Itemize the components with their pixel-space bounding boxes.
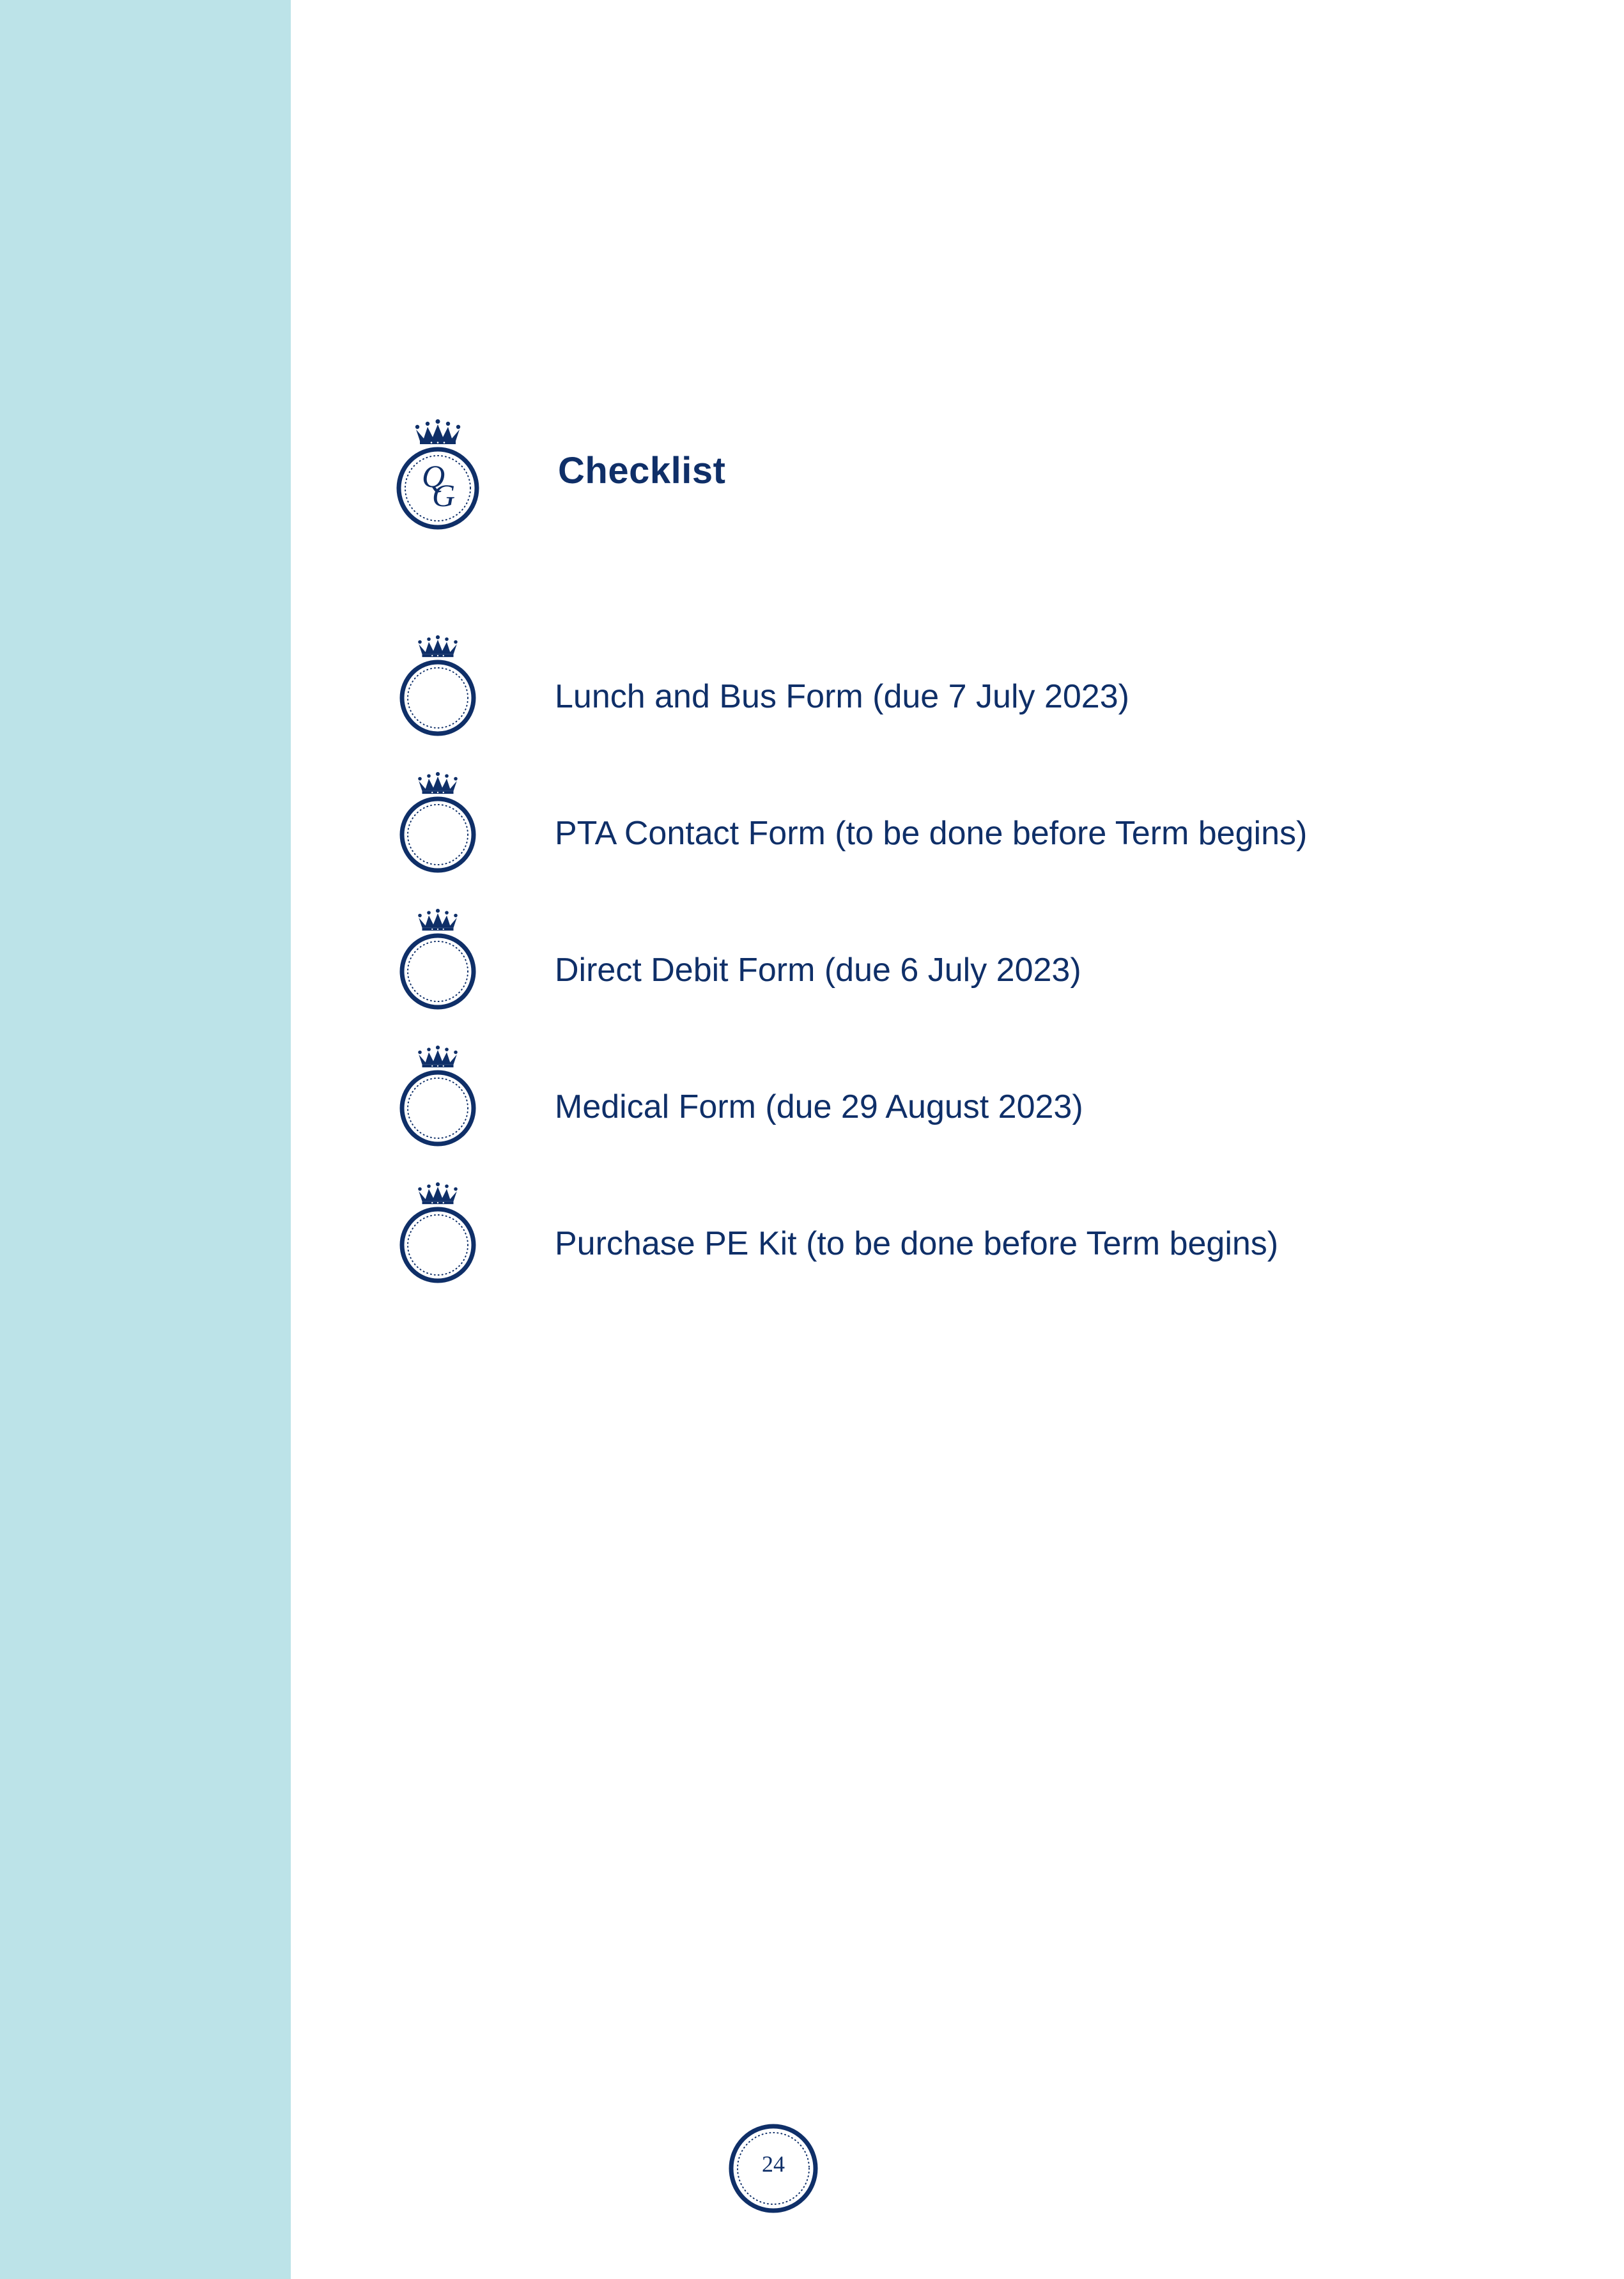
crown-ring-checkbox-icon[interactable] [390, 906, 486, 1012]
page-number: 24 [762, 2151, 785, 2177]
crown-ring-checkbox-icon[interactable] [390, 1180, 486, 1285]
page-title: Checklist [558, 450, 726, 491]
checklist [390, 633, 1572, 1317]
page-number-badge [725, 2121, 821, 2216]
checklist-item-label: Purchase PE Kit (to be done before Term begins) [555, 1225, 1279, 1262]
svg-text:Q: Q [421, 458, 445, 494]
checklist-item [390, 1043, 1572, 1180]
checklist-item [390, 633, 1572, 769]
side-band [0, 0, 291, 2279]
crown-monogram-icon [390, 415, 486, 530]
svg-text:G: G [431, 477, 456, 513]
crown-ring-checkbox-icon[interactable] [390, 769, 486, 875]
crown-ring-checkbox-icon[interactable] [390, 633, 486, 738]
checklist-item [390, 906, 1572, 1043]
checklist-item [390, 1180, 1572, 1317]
checklist-item-label: Lunch and Bus Form (due 7 July 2023) [555, 678, 1129, 715]
checklist-item-label: PTA Contact Form (to be done before Term begins) [555, 815, 1308, 852]
checklist-item [390, 769, 1572, 906]
checklist-item-label: Medical Form (due 29 August 2023) [555, 1088, 1083, 1125]
crown-ring-checkbox-icon[interactable] [390, 1043, 486, 1148]
title-row [390, 415, 1412, 530]
checklist-item-label: Direct Debit Form (due 6 July 2023) [555, 952, 1081, 989]
